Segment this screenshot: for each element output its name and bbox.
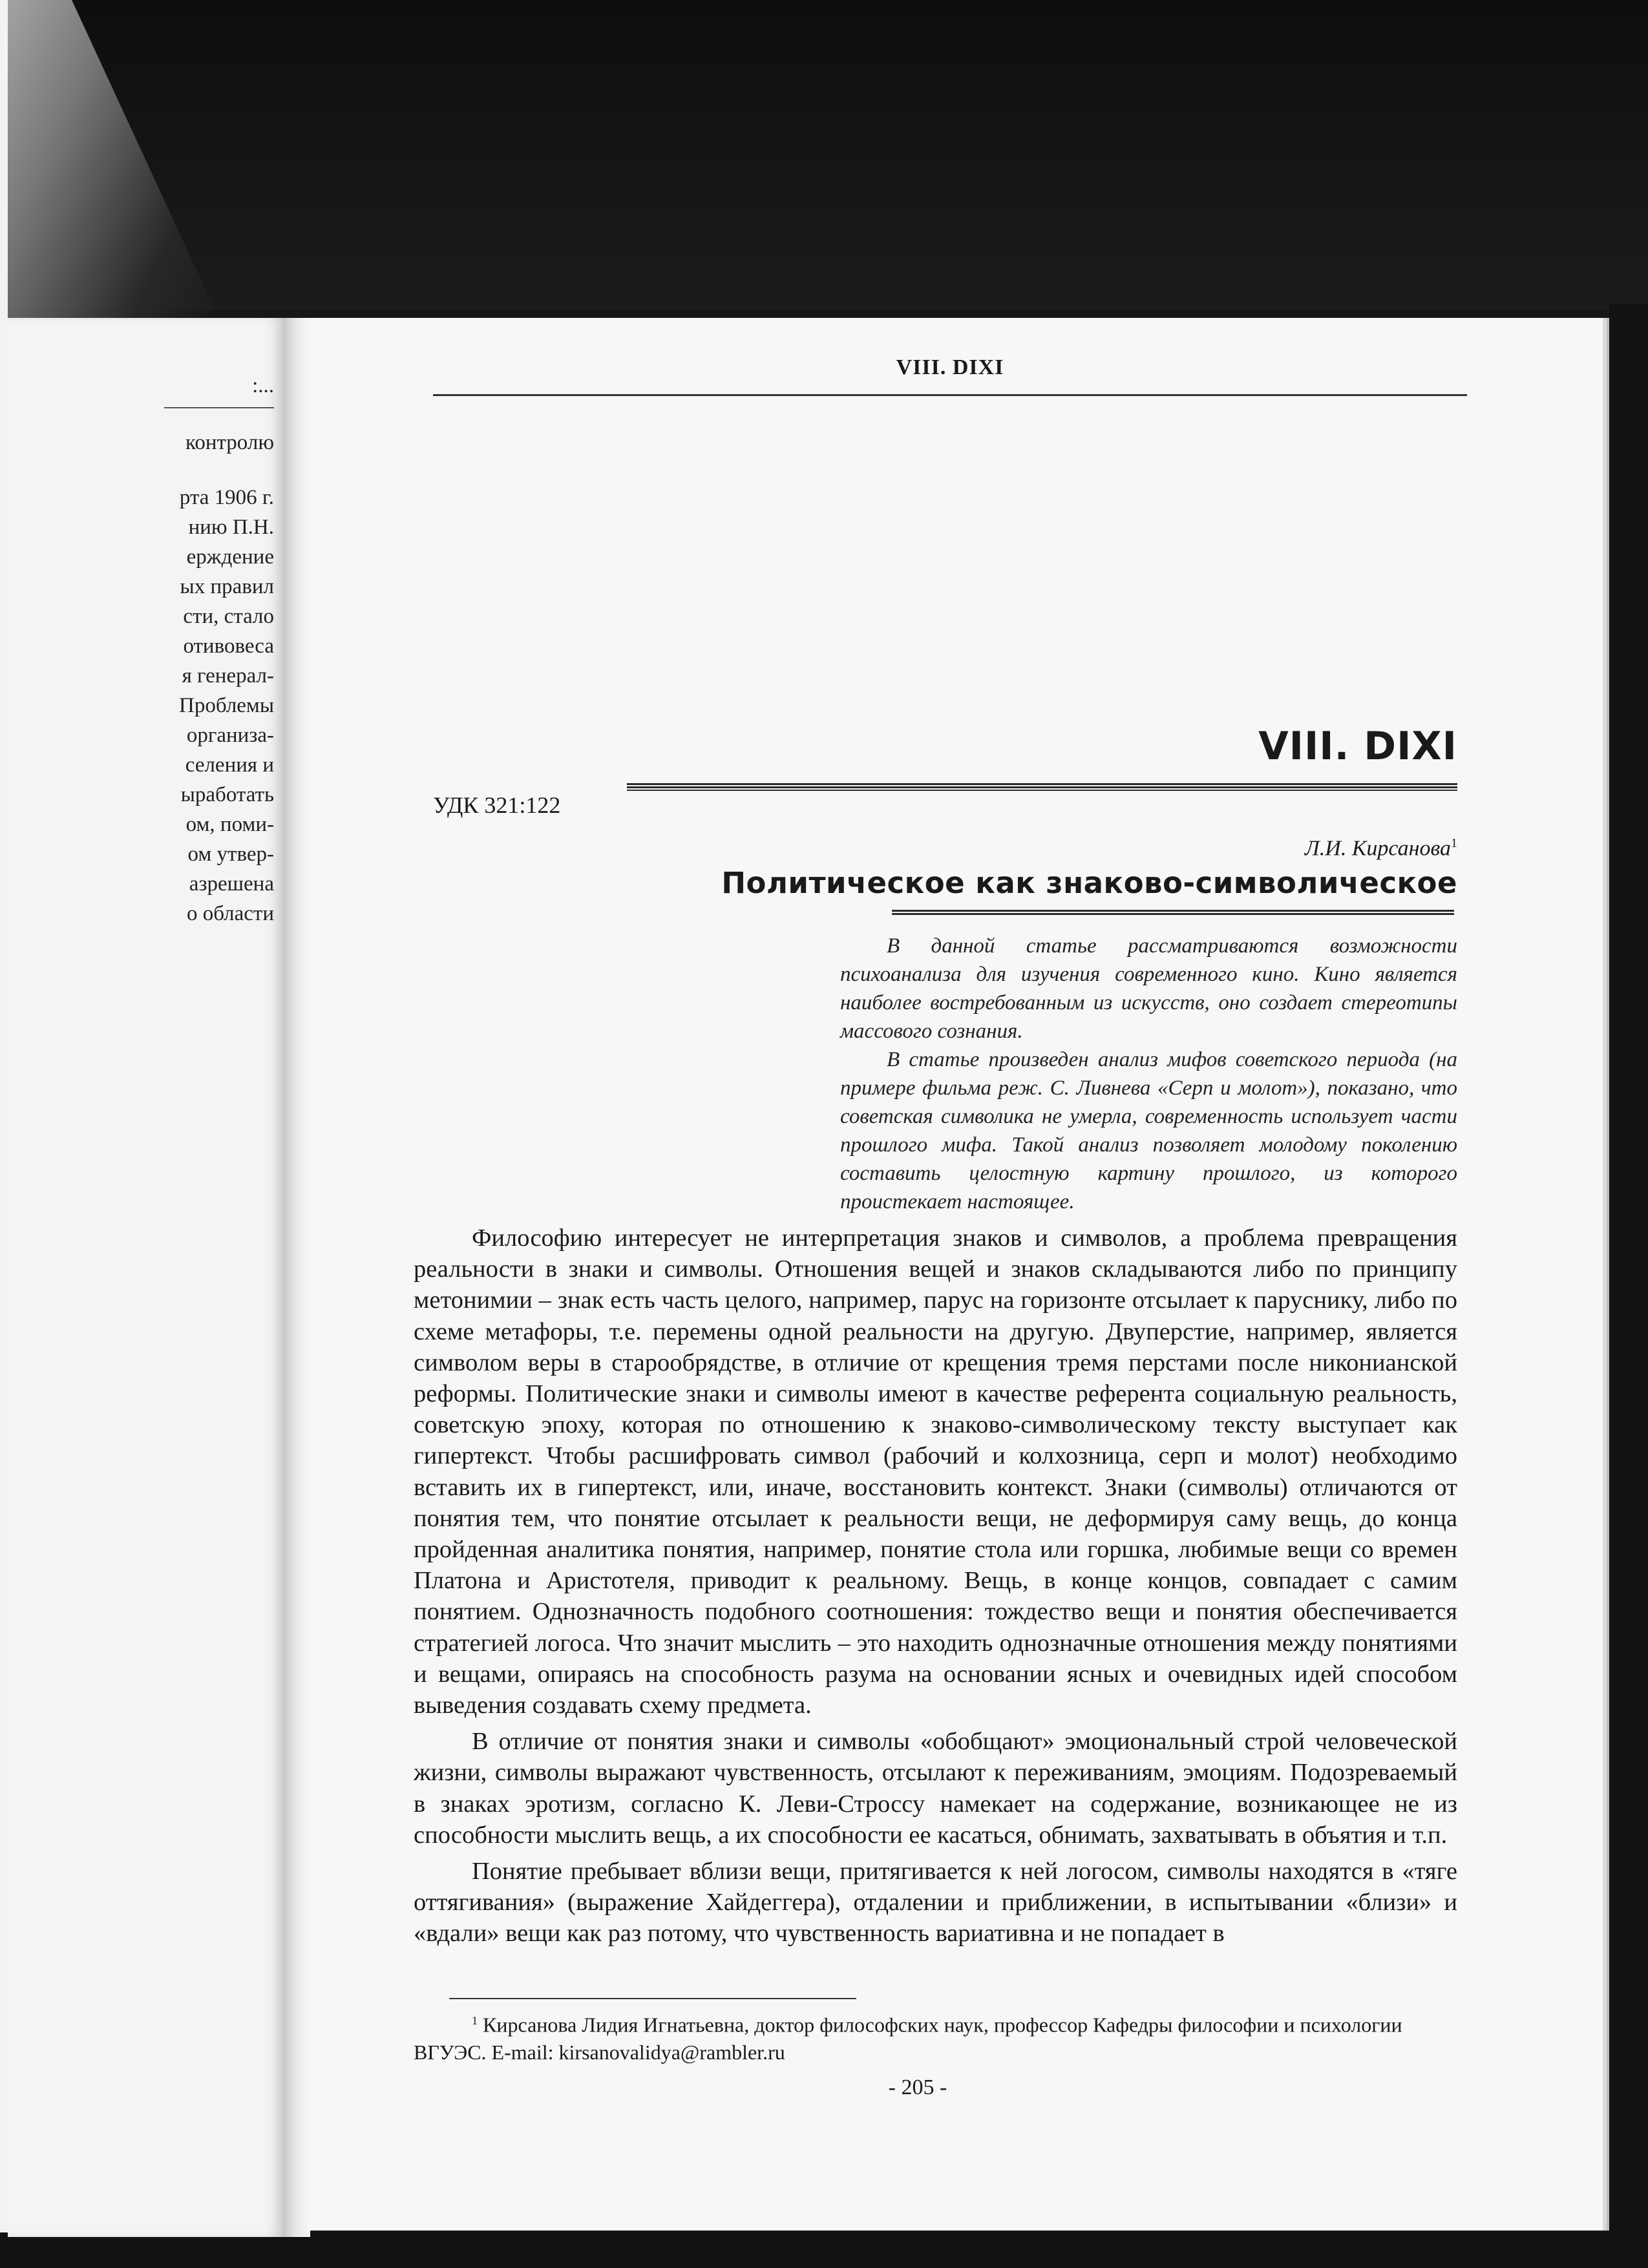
body-paragraph: Философию интересует не интерпретация знаков и символов, а проблема превращения реальности в знаки и символы. Отношения вещей и знаков складываются либо по принципу метонимии – знак есть часть целого, например, парус на горизонте отсылает к паруснику, либо по схеме метафоры, т.е. перемены одной реальности на другую. Двуперстие, например, является символом веры в старообрядстве, в отличие от крещения тремя перстами после никонианской реформы. Политические знаки и символы имеют в качестве референта социальную реальность, советскую эпоху, которая по отношению к знаково-символическому тексту выступает как гипертекст. Чтобы расшифровать символ (рабочий и колхозница, серп и молот) необходимо вставить их в гипертекст, или, иначе, восстановить контекст. Знаки (символы) отличаются от понятия тем, что понятие отсылает к реальности вещи, не деформируя саму вещь, до конца пройденная аналитика понятия, например, понятие стола или горшка, любимые вещи со времен Платона и Аристотеля, приводит к реальному. Вещь, в конце концов, совпадает с самим понятием. Однозначность подобного соотношения: тождество вещи и понятия обеспечивается стратегией логоса. Что значит мыслить – это находить однозначные отношения между понятиями и вещами, опираясь на способность разума на основании ясных и очевидных идей способом выведения создавать схему предмета. — [414, 1224, 1457, 1719]
facing-page-line: я генерал- — [182, 664, 274, 688]
facing-page-line: ых правил — [180, 575, 274, 598]
title-rule — [892, 910, 1454, 916]
facing-page-line: ом утвер- — [187, 843, 274, 866]
facing-page-line: Проблемы — [179, 694, 274, 717]
facing-page-line: отивовеса — [183, 635, 274, 658]
section-title: VIII. DIXI — [1258, 724, 1457, 769]
book-page — [310, 318, 1603, 2231]
section-rule — [627, 783, 1457, 791]
abstract-paragraph: В данной статье рассматриваются возможности психоанализа для изучения современного кино. Кино является наиболее востребованным из искусств, оно создает стереотипы массового сознания. — [840, 934, 1457, 1043]
book-gutter — [284, 318, 310, 2237]
udk-code: УДК 321:122 — [433, 792, 561, 818]
scanner-background-bottom — [0, 2232, 1648, 2268]
footnote — [414, 2007, 1457, 2066]
article-body — [414, 1223, 1457, 1955]
footnote-number: 1 — [472, 2014, 478, 2027]
body-paragraph: В отличие от понятия знаки и символы «обобщают» эмоциональный строй человеческой жизни, символы выражают чувственность, отсылают к переживаниям, эмоциям. Подозреваемый в знаках эротизм, согласно К. Леви-Строссу намекает на содержание, возникающее не из способности мыслить вещь, а их способности ее касаться, обнимать, захватывать в объятия и т.п. — [414, 1728, 1457, 1849]
abstract-paragraph: В статье произведен анализ мифов советского периода (на примере фильма реж. С. Ливнева «Серп и молот»), показано, что советская символика не умерла, современность использует части прошлого мифа. Такой анализ позволяет молодому поколению составить целостную картину прошлого, из которого проистекает настоящее. — [840, 1048, 1457, 1213]
facing-page-line: нию П.Н. — [188, 516, 274, 539]
header-rule — [433, 394, 1467, 396]
scanner-background — [0, 0, 1648, 310]
facing-page-line: :... — [252, 374, 274, 397]
facing-page-line: организа- — [186, 724, 274, 747]
facing-page-rule — [164, 407, 274, 408]
body-paragraph: Понятие пребывает вблизи вещи, притягивается к ней логосом, символы находятся в «тяге оттягивания» (выражение Хайдеггера), отдалении и приближении, в испытывании «близи» и «вдали» вещи как раз потому, что чувственность вариативна и не попадает в — [414, 1858, 1457, 1948]
scanner-edge — [0, 0, 8, 2268]
author-name-text: Л.И. Кирсанова — [1304, 836, 1451, 861]
facing-page-line: о области — [186, 902, 274, 925]
facing-page-line: ом, поми- — [185, 813, 274, 836]
footnote-rule — [449, 1998, 856, 1999]
author-name — [1305, 836, 1457, 861]
facing-page — [8, 318, 284, 2237]
article-title: Политическое как знаково-символическое — [721, 866, 1457, 900]
footnote-mark: 1 — [1451, 836, 1457, 850]
scanner-background-right — [1609, 304, 1648, 2268]
facing-page-line: селения и — [185, 753, 274, 777]
facing-page-line: контролю — [185, 431, 274, 454]
facing-page-line: азрешена — [189, 872, 274, 896]
footnote-text: Кирсанова Лидия Игнатьевна, доктор философских наук, профессор Кафедры философии и психологии ВГУЭС. E-mail: kirsanovalidya@rambler.ru — [414, 2013, 1402, 2064]
facing-page-line: ыработать — [180, 783, 274, 806]
abstract — [840, 932, 1457, 1216]
facing-page-line: сти, стало — [183, 605, 274, 628]
facing-page-line: рта 1906 г. — [179, 486, 274, 509]
running-header: VIII. DIXI — [896, 355, 1004, 379]
page-number: - 205 - — [888, 2075, 947, 2099]
facing-page-line: ерждение — [186, 545, 274, 569]
